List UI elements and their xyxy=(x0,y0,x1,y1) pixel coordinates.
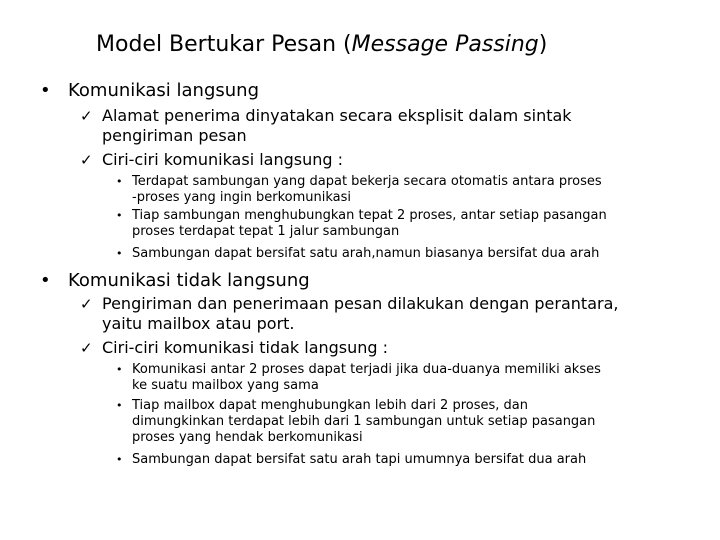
bullet-icon: • xyxy=(116,175,123,188)
bullet-icon: • xyxy=(40,270,51,291)
point-text: Alamat penerima dinyatakan secara eksplisit dalam sintak xyxy=(102,106,572,125)
point-text: Ciri-ciri komunikasi tidak langsung : xyxy=(102,338,389,357)
subpoint-text: proses yang hendak berkomunikasi xyxy=(132,430,363,445)
bullet-icon: • xyxy=(116,399,123,412)
section-heading-indirect: Komunikasi tidak langsung xyxy=(68,270,310,291)
subpoint-text: Sambungan dapat bersifat satu arah,namun biasanya bersifat dua arah xyxy=(132,246,600,261)
checkmark-icon: ✓ xyxy=(80,107,93,125)
subpoint-text: Komunikasi antar 2 proses dapat terjadi jika dua-duanya memiliki akses xyxy=(132,362,601,377)
subpoint-text: Terdapat sambungan yang dapat bekerja secara otomatis antara proses xyxy=(132,174,602,189)
section-heading-direct: Komunikasi langsung xyxy=(68,80,259,101)
point-text: Ciri-ciri komunikasi langsung : xyxy=(102,150,344,169)
subpoint-text: ke suatu mailbox yang sama xyxy=(132,378,319,393)
bullet-icon: • xyxy=(40,80,51,101)
bullet-icon: • xyxy=(116,247,123,260)
checkmark-icon: ✓ xyxy=(80,339,93,357)
title-prefix: Model Bertukar Pesan ( xyxy=(96,32,352,57)
bullet-icon: • xyxy=(116,209,123,222)
title-italic-term: Message Passing xyxy=(351,32,539,57)
slide-title xyxy=(96,30,656,60)
subpoint-text: -proses yang ingin berkomunikasi xyxy=(132,190,352,205)
checkmark-icon: ✓ xyxy=(80,295,93,313)
subpoint-text: proses terdapat tepat 1 jalur sambungan xyxy=(132,224,400,239)
point-text: Pengiriman dan penerimaan pesan dilakukan dengan perantara, xyxy=(102,294,619,313)
subpoint-text: dimungkinkan terdapat lebih dari 1 sambungan untuk setiap pasangan xyxy=(132,414,596,429)
bullet-icon: • xyxy=(116,363,123,376)
subpoint-text: Sambungan dapat bersifat satu arah tapi umumnya bersifat dua arah xyxy=(132,452,587,467)
subpoint-text: Tiap sambungan menghubungkan tepat 2 proses, antar setiap pasangan xyxy=(132,208,607,223)
point-text: pengiriman pesan xyxy=(102,126,247,145)
subpoint-text: Tiap mailbox dapat menghubungkan lebih dari 2 proses, dan xyxy=(132,398,528,413)
title-suffix: ) xyxy=(538,32,548,57)
point-text: yaitu mailbox atau port. xyxy=(102,314,295,333)
bullet-icon: • xyxy=(116,453,123,466)
checkmark-icon: ✓ xyxy=(80,151,93,169)
